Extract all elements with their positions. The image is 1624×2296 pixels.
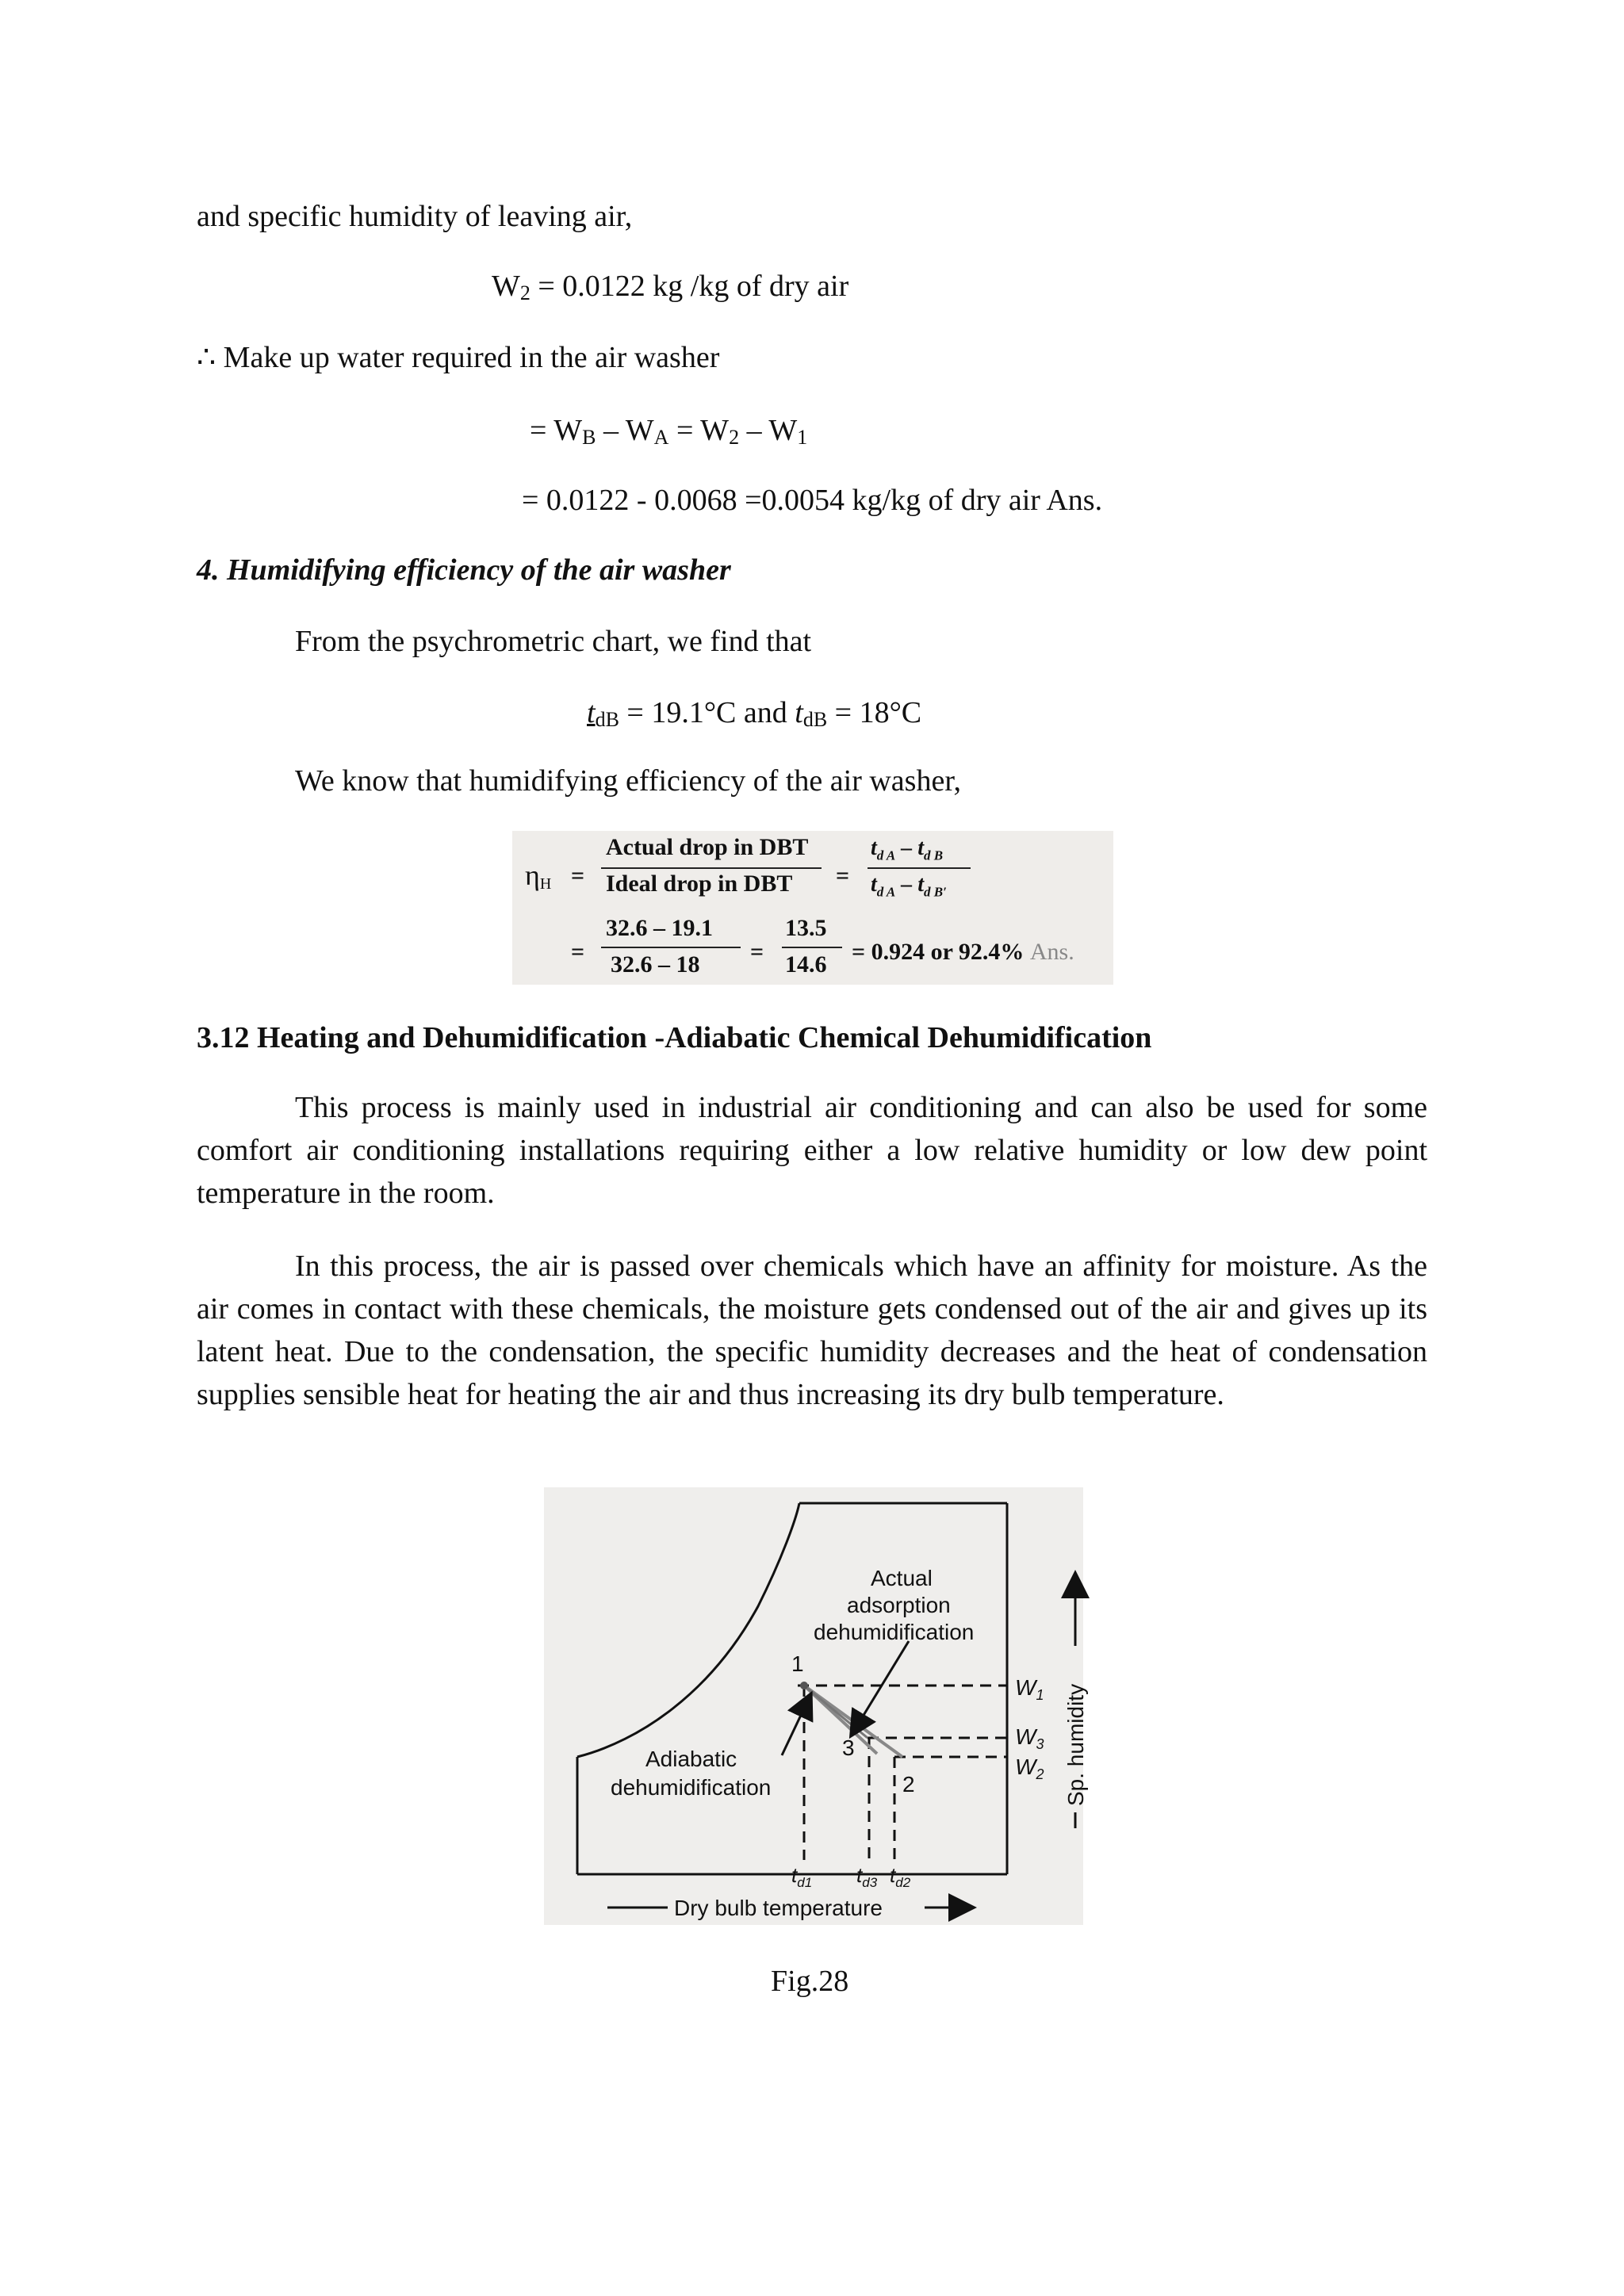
denominator-diff: 14.6 bbox=[785, 951, 827, 978]
equals-sign: = bbox=[750, 939, 764, 965]
equation-text: = 0.0122 kg /kg of dry air bbox=[530, 270, 849, 303]
w2-label: $W_2$ bbox=[1015, 1755, 1044, 1782]
equals-sign: = bbox=[571, 939, 585, 965]
subscript: 2 bbox=[519, 281, 530, 304]
equals-sign: = bbox=[836, 863, 850, 889]
actual-label-line3: dehumidification bbox=[814, 1620, 975, 1644]
text-line: and specific humidity of leaving air, bbox=[197, 200, 633, 233]
numerator-temps: $t_{d A} - t_{d B}$ bbox=[871, 836, 944, 863]
equals-sign: = bbox=[571, 863, 585, 889]
figure-caption: Fig.28 bbox=[771, 1965, 849, 1998]
fraction-bar bbox=[782, 947, 842, 948]
denominator-ideal: Ideal drop in DBT bbox=[606, 871, 793, 897]
text-line: We know that humidifying efficiency of the air washer, bbox=[295, 764, 961, 798]
actual-pointer-arrow bbox=[852, 1641, 909, 1735]
actual-label-line2: adsorption bbox=[847, 1593, 951, 1617]
td1-label: $t_{d1}$ bbox=[791, 1863, 813, 1890]
fraction-bar bbox=[868, 867, 971, 869]
denominator-values: 32.6 – 18 bbox=[611, 951, 700, 978]
efficiency-result: = 0.924 or 92.4% Ans. bbox=[852, 939, 1074, 965]
w1-label: $W_1$ bbox=[1015, 1675, 1044, 1703]
symbol: W bbox=[492, 270, 520, 303]
subscript: A bbox=[653, 426, 669, 449]
actual-label-line1: Actual bbox=[871, 1566, 933, 1590]
td2-label: $t_{d2}$ bbox=[890, 1863, 911, 1890]
point-3-label: 3 bbox=[842, 1735, 855, 1760]
section-heading: 4. Humidifying efficiency of the air washer bbox=[197, 553, 731, 587]
paragraph: This process is mainly used in industrial air conditioning and can also be used for some comfort air conditioning installations requiring either a low relative humidity or low dew point temperature in the room. bbox=[197, 1091, 1427, 1210]
subscript: dB bbox=[595, 708, 619, 731]
point-2-label: 2 bbox=[902, 1772, 915, 1797]
symbol: t bbox=[795, 696, 803, 729]
section-heading: 3.12 Heating and Dehumidification -Adiabatic Chemical Dehumidification bbox=[197, 1021, 1152, 1054]
subscript: dB bbox=[802, 708, 828, 731]
psychrometric-figure bbox=[544, 1487, 1088, 1925]
figure-svg bbox=[544, 1487, 1088, 1925]
subscript: 2 bbox=[729, 426, 740, 449]
state-point-1 bbox=[800, 1682, 808, 1689]
numerator-actual: Actual drop in DBT bbox=[606, 834, 809, 860]
equation-makeup-result: = 0.0122 - 0.0068 =0.0054 kg/kg of dry air Ans. bbox=[522, 484, 1103, 517]
process-line-3 bbox=[804, 1686, 868, 1738]
adiabatic-label-line2: dehumidification bbox=[611, 1775, 772, 1800]
equation-part: – W bbox=[596, 414, 654, 447]
text-line: From the psychrometric chart, we find that bbox=[295, 625, 812, 658]
saturation-curve bbox=[577, 1503, 799, 1757]
y-axis-label: Sp. humidity bbox=[1063, 1683, 1088, 1806]
equation-makeup-water bbox=[530, 415, 807, 448]
paragraph: In this process, the air is passed over chemicals which have an affinity for moisture. As the air comes in contact with these chemicals, the moisture gets condensed out of the air and gives up its latent heat. Due to the condensation, the specific humidity decreases and the heat of condensation supplies sensible heat for heating the air and thus increasing its dry bulb temperature. bbox=[197, 1249, 1427, 1411]
symbol: t bbox=[587, 696, 596, 729]
fraction-bar bbox=[601, 867, 822, 869]
equation-tdb bbox=[587, 698, 921, 730]
efficiency-formula bbox=[512, 831, 1113, 985]
equation-w2 bbox=[492, 271, 848, 304]
eta-symbol: $\eta_H$ bbox=[525, 859, 552, 893]
subscript: 1 bbox=[797, 426, 808, 449]
equation-text: = 19.1°C and bbox=[619, 696, 795, 729]
td3-label: $t_{d3}$ bbox=[856, 1863, 878, 1890]
subscript: B bbox=[582, 426, 596, 449]
adiabatic-pointer-arrow bbox=[782, 1695, 810, 1755]
equation-part: = W bbox=[530, 414, 583, 447]
equation-part: – W bbox=[739, 414, 798, 447]
numerator-diff: 13.5 bbox=[785, 915, 827, 941]
fraction-bar bbox=[601, 947, 741, 948]
w3-label: $W_3$ bbox=[1015, 1724, 1044, 1752]
equation-part: = W bbox=[668, 414, 730, 447]
denominator-temps: $t_{d A} - t_{d B'}$ bbox=[871, 872, 947, 900]
equation-text: = 18°C bbox=[827, 696, 922, 729]
point-1-label: 1 bbox=[791, 1651, 804, 1676]
x-axis-label: Dry bulb temperature bbox=[674, 1896, 883, 1920]
adiabatic-label-line1: Adiabatic bbox=[645, 1747, 737, 1771]
text-line: ∴ Make up water required in the air washer bbox=[197, 341, 720, 374]
numerator-values: 32.6 – 19.1 bbox=[606, 915, 713, 941]
